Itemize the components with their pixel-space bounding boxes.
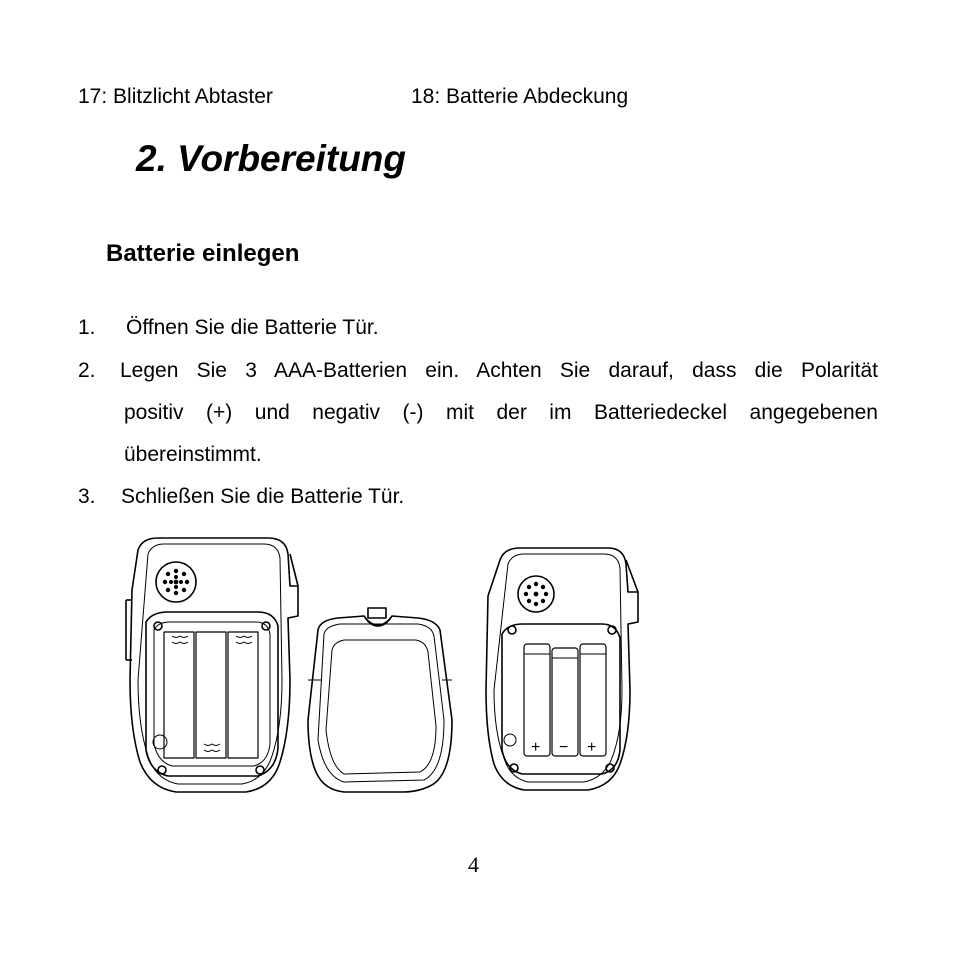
camera-open-empty-illustration: [126, 538, 298, 792]
step-text-line-3: übereinstimmt.: [124, 443, 262, 466]
polarity-mark: +: [587, 739, 597, 756]
subsection-title: Batterie einlegen: [106, 240, 300, 267]
step-text-line-1: Legen Sie 3 AAA-Batterien ein. Achten Sie darauf, dass die Polarität: [120, 359, 878, 382]
step-number: 2.: [78, 359, 96, 382]
step-text-line-2: positiv (+) und negativ (-) mit der im Batteriedeckel angegebenen: [124, 401, 878, 424]
polarity-mark: −: [559, 739, 569, 756]
battery-cover-illustration: [308, 608, 452, 792]
section-title: 2. Vorbereitung: [136, 138, 407, 179]
step-number: 1.: [78, 316, 96, 339]
page-number: 4: [468, 852, 479, 877]
battery-installation-figure: [118, 530, 658, 810]
speaker-grill-icon: [518, 576, 554, 612]
step-number: 3.: [78, 485, 96, 508]
legend-item-17: 17: Blitzlicht Abtaster: [78, 85, 273, 108]
polarity-marks: [531, 739, 596, 756]
camera-with-batteries-illustration: [486, 548, 638, 790]
polarity-mark: +: [531, 739, 541, 756]
step-text: Schließen Sie die Batterie Tür.: [121, 485, 405, 508]
legend-item-18: 18: Batterie Abdeckung: [411, 85, 629, 108]
speaker-grill-icon: [156, 562, 196, 602]
step-text: Öffnen Sie die Batterie Tür.: [126, 316, 379, 339]
